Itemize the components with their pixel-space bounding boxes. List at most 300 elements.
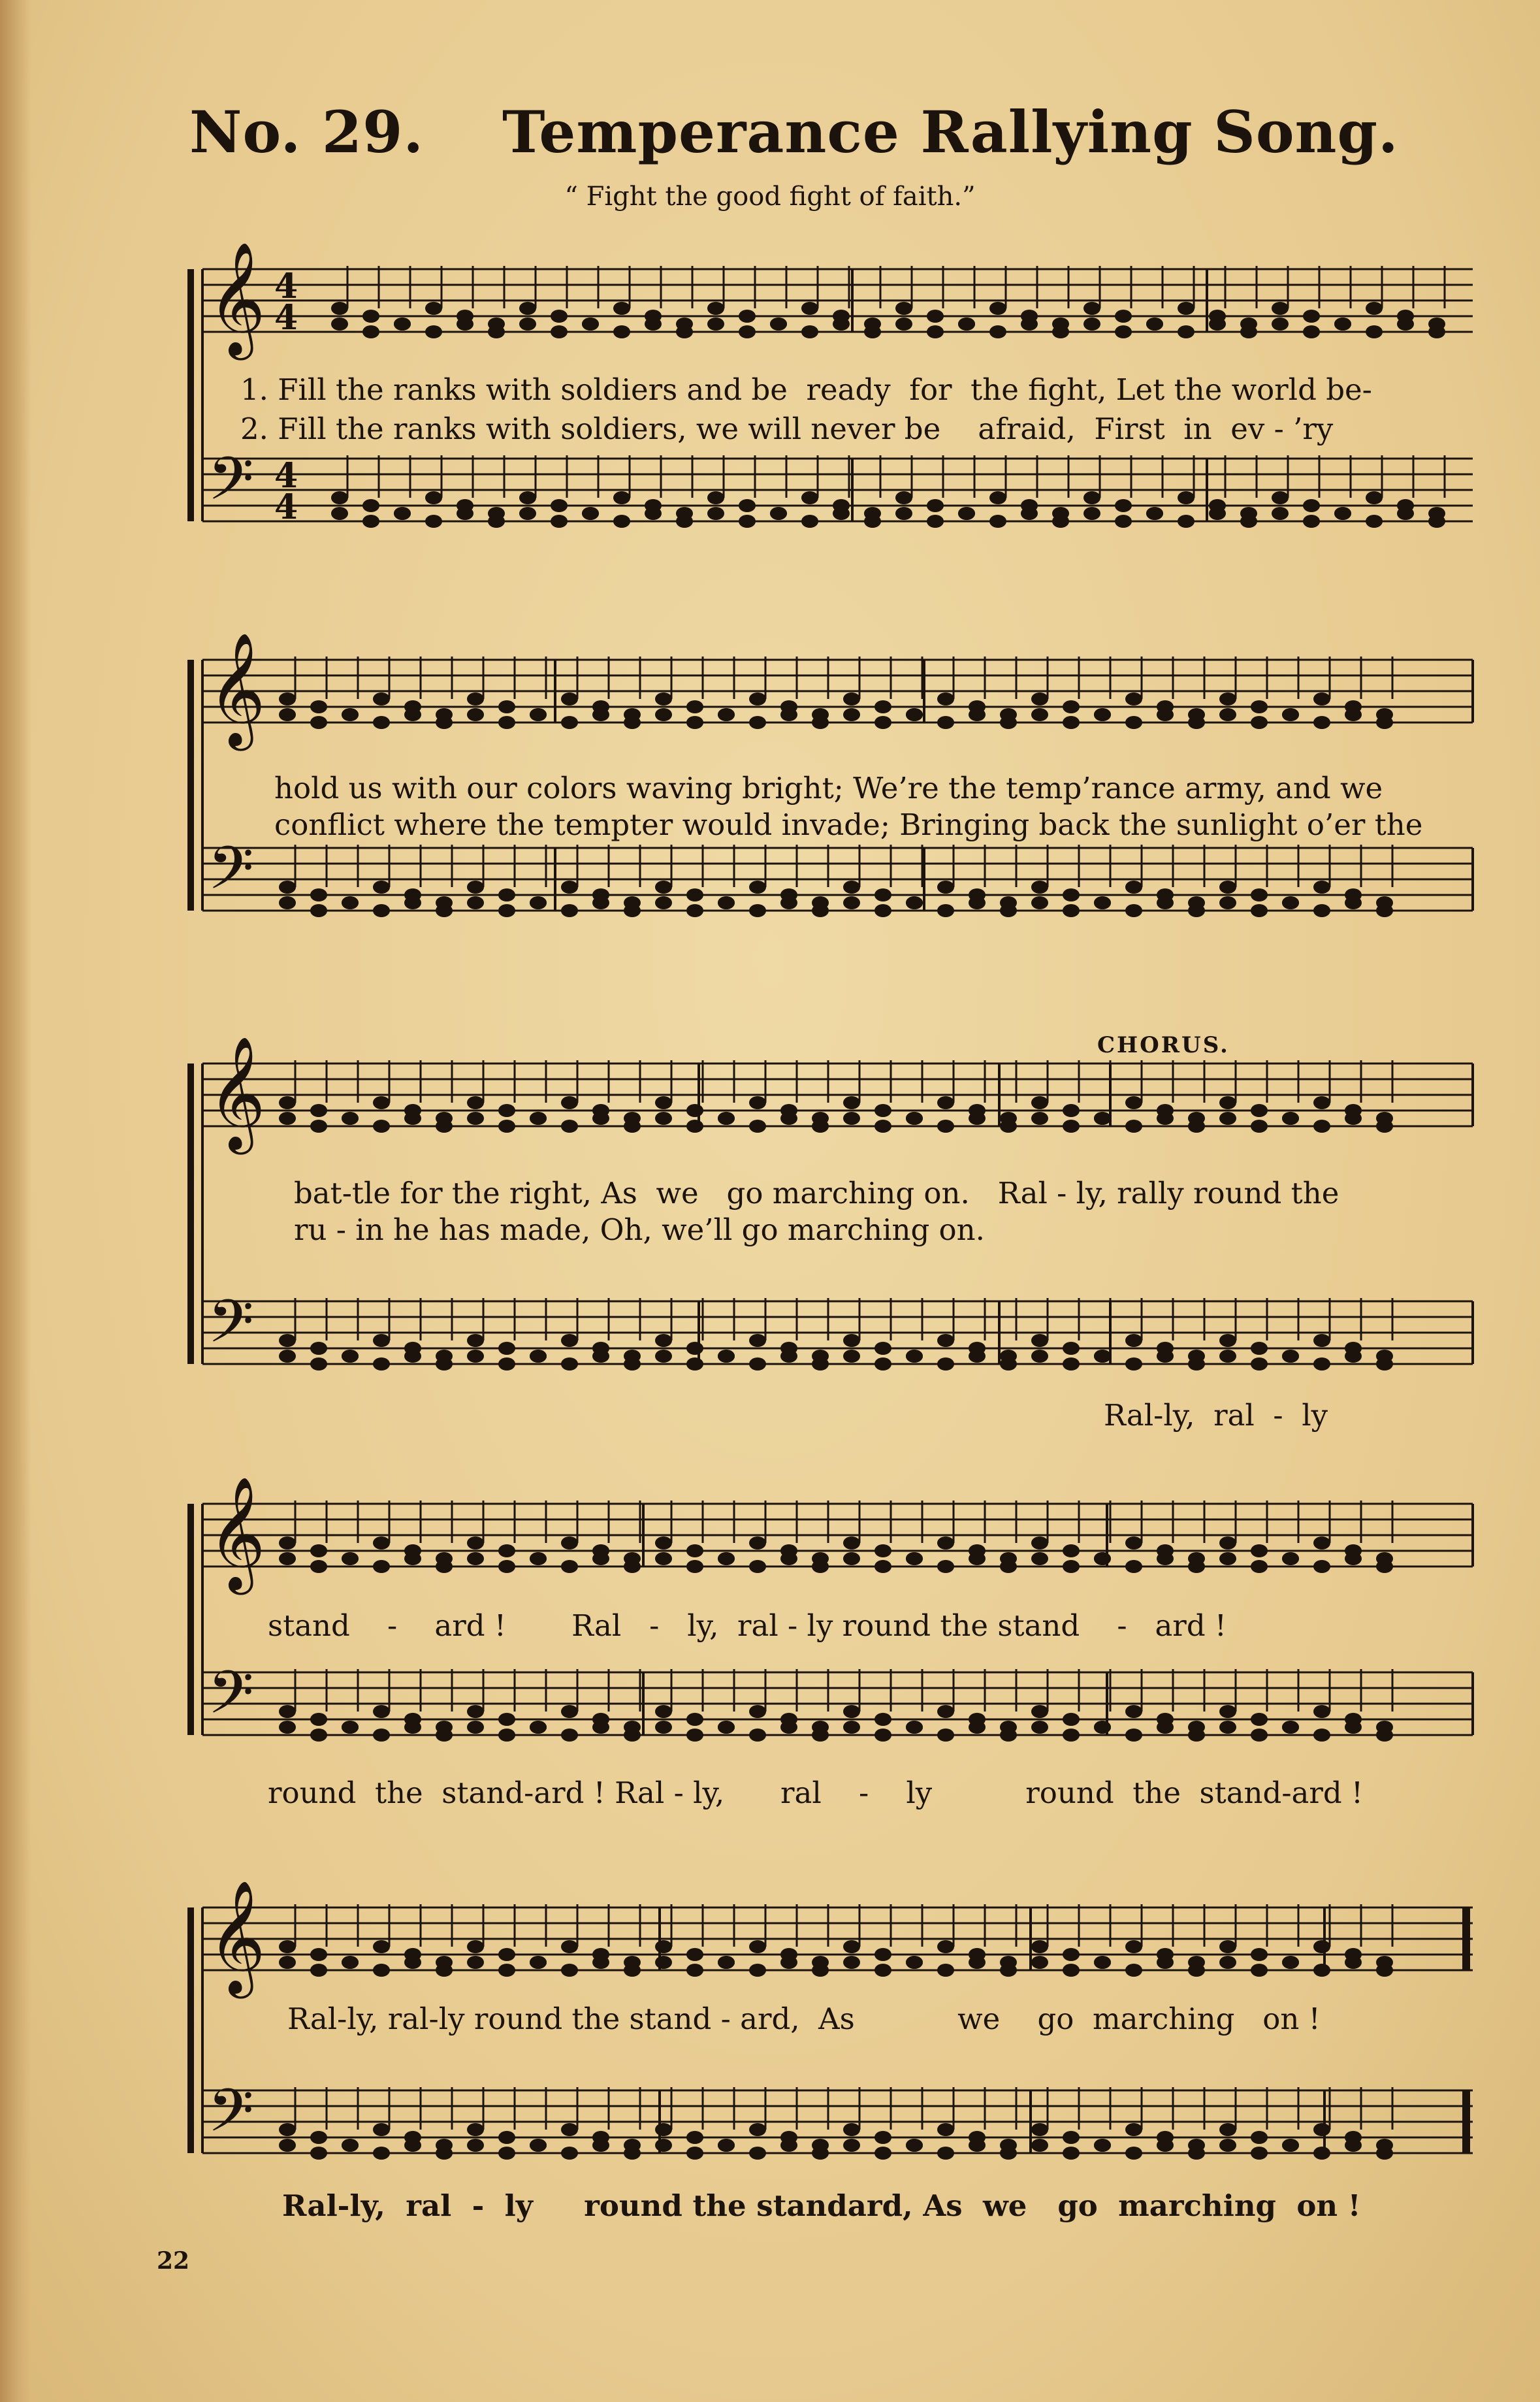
note-head bbox=[404, 1112, 421, 1125]
note-head bbox=[645, 507, 662, 520]
note-head bbox=[279, 896, 296, 909]
note-head bbox=[686, 888, 703, 901]
note-head bbox=[739, 310, 756, 323]
note-head bbox=[770, 507, 787, 520]
note-head bbox=[969, 1350, 986, 1363]
note-head bbox=[655, 708, 672, 721]
note-head bbox=[498, 1948, 515, 1961]
note-head bbox=[770, 317, 787, 331]
note-head bbox=[1125, 1536, 1142, 1550]
note-head bbox=[812, 904, 829, 917]
note-head bbox=[561, 881, 578, 894]
note-head bbox=[1345, 1552, 1362, 1565]
treble-clef-icon: 𝄞 bbox=[208, 1880, 266, 1994]
note-head bbox=[279, 1956, 296, 1969]
note-head bbox=[1063, 1560, 1080, 1573]
note-head bbox=[1157, 1112, 1174, 1125]
note-head bbox=[1313, 1560, 1330, 1573]
note-head bbox=[467, 1956, 484, 1969]
note-head bbox=[686, 1104, 703, 1117]
note-head bbox=[906, 2139, 923, 2152]
note-head bbox=[906, 1350, 923, 1363]
note-head bbox=[1188, 1728, 1205, 1742]
note-head bbox=[937, 716, 954, 729]
note-head bbox=[373, 1705, 390, 1718]
note-head bbox=[1219, 1940, 1236, 1953]
note-head bbox=[1063, 2131, 1080, 2144]
note-head bbox=[279, 881, 296, 894]
note-head bbox=[780, 1956, 797, 1969]
note-head bbox=[655, 1721, 672, 1734]
note-head bbox=[1272, 491, 1289, 504]
note-head bbox=[1219, 1721, 1236, 1734]
note-head bbox=[1428, 515, 1445, 528]
note-head bbox=[1272, 302, 1289, 315]
note-head bbox=[1219, 1112, 1236, 1125]
note-head bbox=[498, 2147, 515, 2160]
note-head bbox=[1125, 716, 1142, 729]
note-head bbox=[1188, 904, 1205, 917]
note-head bbox=[436, 1560, 453, 1573]
note-head bbox=[467, 1112, 484, 1125]
time-signature-top: 4 bbox=[274, 456, 298, 496]
note-head bbox=[624, 904, 641, 917]
note-head bbox=[927, 499, 944, 512]
note-head bbox=[373, 2147, 390, 2160]
note-head bbox=[624, 2147, 641, 2160]
note-head bbox=[1251, 1948, 1268, 1961]
note-head bbox=[780, 1112, 797, 1125]
note-head bbox=[1000, 2147, 1017, 2160]
note-head bbox=[1031, 708, 1048, 721]
note-head bbox=[1376, 1357, 1393, 1371]
note-head bbox=[1188, 1120, 1205, 1133]
note-head bbox=[1303, 325, 1320, 338]
note-head bbox=[498, 2131, 515, 2144]
note-head bbox=[749, 2147, 766, 2160]
note-head bbox=[718, 1112, 735, 1125]
note-head bbox=[707, 491, 724, 504]
note-head bbox=[1376, 2147, 1393, 2160]
note-head bbox=[707, 317, 724, 331]
lyric-verse-2: ru - in he has made, Oh, we’ll go marching on. bbox=[294, 1212, 985, 1247]
note-head bbox=[655, 1705, 672, 1718]
note-head bbox=[812, 1120, 829, 1133]
note-head bbox=[749, 716, 766, 729]
note-head bbox=[1031, 1350, 1048, 1363]
note-head bbox=[498, 1560, 515, 1573]
note-head bbox=[1188, 716, 1205, 729]
note-head bbox=[1240, 515, 1257, 528]
note-head bbox=[812, 2147, 829, 2160]
note-head bbox=[1376, 1560, 1393, 1573]
note-head bbox=[279, 1552, 296, 1565]
note-head bbox=[718, 2139, 735, 2152]
note-head bbox=[1345, 1350, 1362, 1363]
note-head bbox=[1063, 1964, 1080, 1977]
note-head bbox=[279, 2123, 296, 2136]
note-head bbox=[467, 2123, 484, 2136]
note-head bbox=[1031, 1536, 1048, 1550]
note-head bbox=[310, 888, 327, 901]
note-head bbox=[739, 515, 756, 528]
note-head bbox=[561, 1560, 578, 1573]
note-head bbox=[833, 317, 850, 331]
note-head bbox=[436, 2147, 453, 2160]
note-head bbox=[686, 1357, 703, 1371]
note-head bbox=[937, 1560, 954, 1573]
note-head bbox=[561, 1728, 578, 1742]
note-head bbox=[342, 2139, 359, 2152]
note-head bbox=[519, 302, 536, 315]
note-head bbox=[310, 1104, 327, 1117]
note-head bbox=[498, 1342, 515, 1355]
note-head bbox=[624, 1728, 641, 1742]
note-head bbox=[958, 317, 975, 331]
note-head bbox=[1303, 515, 1320, 528]
note-head bbox=[1178, 491, 1195, 504]
note-head bbox=[843, 1721, 860, 1734]
note-head bbox=[969, 2139, 986, 2152]
note-head bbox=[561, 1334, 578, 1347]
note-head bbox=[655, 1940, 672, 1953]
note-head bbox=[373, 1560, 390, 1573]
note-head bbox=[1000, 1357, 1017, 1371]
note-head bbox=[1188, 1964, 1205, 1977]
note-head bbox=[1313, 2123, 1330, 2136]
note-head bbox=[373, 716, 390, 729]
note-head bbox=[1094, 2139, 1111, 2152]
note-head bbox=[1219, 896, 1236, 909]
note-head bbox=[707, 507, 724, 520]
note-head bbox=[530, 896, 547, 909]
note-head bbox=[342, 708, 359, 721]
note-head bbox=[874, 1713, 891, 1726]
note-head bbox=[1219, 1705, 1236, 1718]
note-head bbox=[927, 325, 944, 338]
note-head bbox=[1313, 881, 1330, 894]
note-head bbox=[969, 1721, 986, 1734]
note-head bbox=[780, 1552, 797, 1565]
note-head bbox=[1178, 325, 1195, 338]
note-head bbox=[1083, 507, 1100, 520]
note-head bbox=[1272, 317, 1289, 331]
note-head bbox=[331, 302, 348, 315]
note-head bbox=[1031, 1956, 1048, 1969]
note-head bbox=[655, 1552, 672, 1565]
note-head bbox=[530, 1956, 547, 1969]
note-head bbox=[1219, 692, 1236, 706]
note-head bbox=[937, 1964, 954, 1977]
page-number: 22 bbox=[157, 2247, 190, 2275]
note-head bbox=[467, 1536, 484, 1550]
note-head bbox=[895, 507, 912, 520]
note-head bbox=[1031, 692, 1048, 706]
note-head bbox=[310, 716, 327, 729]
note-head bbox=[394, 507, 411, 520]
treble-clef-icon: 𝄞 bbox=[208, 242, 266, 355]
note-head bbox=[467, 881, 484, 894]
note-head bbox=[1313, 1705, 1330, 1718]
note-head bbox=[530, 1112, 547, 1125]
note-head bbox=[498, 1728, 515, 1742]
note-head bbox=[1031, 1112, 1048, 1125]
note-head bbox=[467, 1096, 484, 1109]
note-head bbox=[718, 1956, 735, 1969]
note-head bbox=[1251, 1544, 1268, 1557]
note-head bbox=[1094, 1552, 1111, 1565]
note-head bbox=[1031, 896, 1048, 909]
note-head bbox=[1366, 491, 1383, 504]
note-head bbox=[592, 1721, 609, 1734]
note-head bbox=[1094, 1112, 1111, 1125]
note-head bbox=[592, 1350, 609, 1363]
note-head bbox=[362, 310, 379, 323]
note-head bbox=[1272, 507, 1289, 520]
note-head bbox=[1219, 708, 1236, 721]
note-head bbox=[969, 1112, 986, 1125]
note-head bbox=[425, 491, 442, 504]
note-head bbox=[749, 1120, 766, 1133]
note-head bbox=[1313, 716, 1330, 729]
note-head bbox=[1125, 1120, 1142, 1133]
note-head bbox=[1376, 1728, 1393, 1742]
note-head bbox=[1146, 317, 1163, 331]
note-head bbox=[1345, 708, 1362, 721]
note-head bbox=[1000, 1120, 1017, 1133]
note-head bbox=[780, 2139, 797, 2152]
note-head bbox=[404, 1350, 421, 1363]
note-head bbox=[592, 1956, 609, 1969]
time-signature-top: 4 bbox=[274, 267, 298, 306]
note-head bbox=[686, 1342, 703, 1355]
note-head bbox=[1063, 1342, 1080, 1355]
note-head bbox=[1146, 507, 1163, 520]
note-head bbox=[582, 317, 599, 331]
note-head bbox=[561, 1357, 578, 1371]
note-head bbox=[1031, 1721, 1048, 1734]
note-head bbox=[1397, 317, 1414, 331]
note-head bbox=[1251, 888, 1268, 901]
note-head bbox=[874, 1560, 891, 1573]
note-head bbox=[655, 1350, 672, 1363]
note-head bbox=[676, 515, 693, 528]
note-head bbox=[780, 708, 797, 721]
note-head bbox=[498, 1120, 515, 1133]
note-head bbox=[1345, 1956, 1362, 1969]
note-head bbox=[498, 700, 515, 713]
note-head bbox=[561, 2147, 578, 2160]
note-head bbox=[686, 1713, 703, 1726]
note-head bbox=[906, 1552, 923, 1565]
note-head bbox=[874, 1964, 891, 1977]
note-head bbox=[310, 700, 327, 713]
note-head bbox=[958, 507, 975, 520]
note-head bbox=[1251, 1964, 1268, 1977]
note-head bbox=[467, 1334, 484, 1347]
note-head bbox=[530, 1350, 547, 1363]
note-head bbox=[1188, 1357, 1205, 1371]
note-head bbox=[310, 2147, 327, 2160]
note-head bbox=[342, 1721, 359, 1734]
lyric-verse-2: conflict where the tempter would invade; Bringing back the sunlight o’er the bbox=[274, 807, 1423, 842]
note-head bbox=[373, 692, 390, 706]
note-head bbox=[310, 1342, 327, 1355]
note-head bbox=[1282, 2139, 1299, 2152]
note-head bbox=[624, 1120, 641, 1133]
note-head bbox=[436, 716, 453, 729]
note-head bbox=[592, 708, 609, 721]
note-head bbox=[843, 1334, 860, 1347]
note-head bbox=[1188, 2147, 1205, 2160]
note-head bbox=[874, 2131, 891, 2144]
note-head bbox=[895, 317, 912, 331]
note-head bbox=[874, 700, 891, 713]
note-head bbox=[467, 1940, 484, 1953]
note-head bbox=[436, 1728, 453, 1742]
note-head bbox=[1251, 1560, 1268, 1573]
note-head bbox=[1219, 1552, 1236, 1565]
note-head bbox=[467, 708, 484, 721]
treble-clef-icon: 𝄞 bbox=[208, 632, 266, 746]
note-head bbox=[1125, 881, 1142, 894]
note-head bbox=[1282, 708, 1299, 721]
song-number: No. 29. bbox=[189, 98, 424, 166]
note-head bbox=[1125, 2123, 1142, 2136]
note-head bbox=[1157, 1552, 1174, 1565]
note-head bbox=[749, 2123, 766, 2136]
note-head bbox=[310, 1357, 327, 1371]
note-head bbox=[1157, 708, 1174, 721]
note-head bbox=[1240, 325, 1257, 338]
note-head bbox=[812, 1728, 829, 1742]
note-head bbox=[686, 1544, 703, 1557]
time-signature-bottom: 4 bbox=[274, 487, 298, 527]
note-head bbox=[1125, 2147, 1142, 2160]
lyric-treble-chorus: stand - ard ! Ral - ly, ral - ly round the stand - ard ! bbox=[268, 1608, 1227, 1643]
note-head bbox=[989, 515, 1006, 528]
note-head bbox=[937, 1357, 954, 1371]
note-head bbox=[1303, 499, 1320, 512]
note-head bbox=[530, 1552, 547, 1565]
note-head bbox=[1376, 1964, 1393, 1977]
note-head bbox=[436, 904, 453, 917]
note-head bbox=[1251, 2131, 1268, 2144]
note-head bbox=[551, 325, 568, 338]
note-head bbox=[686, 1560, 703, 1573]
bass-clef-icon: 𝄢 bbox=[208, 1658, 254, 1742]
note-head bbox=[1063, 1357, 1080, 1371]
note-head bbox=[655, 1334, 672, 1347]
note-head bbox=[310, 1713, 327, 1726]
note-head bbox=[279, 1096, 296, 1109]
note-head bbox=[937, 2147, 954, 2160]
note-head bbox=[749, 1536, 766, 1550]
note-head bbox=[1313, 1334, 1330, 1347]
note-head bbox=[843, 896, 860, 909]
note-head bbox=[1334, 507, 1351, 520]
note-head bbox=[519, 491, 536, 504]
note-head bbox=[969, 1552, 986, 1565]
note-head bbox=[874, 1357, 891, 1371]
note-head bbox=[1303, 310, 1320, 323]
note-head bbox=[686, 700, 703, 713]
note-head bbox=[561, 1096, 578, 1109]
note-head bbox=[624, 1560, 641, 1573]
note-head bbox=[373, 1357, 390, 1371]
lyric-verse-1: bat-tle for the right, As we go marching on. Ral - ly, rally round the bbox=[294, 1176, 1339, 1210]
note-head bbox=[279, 692, 296, 706]
note-head bbox=[1125, 1728, 1142, 1742]
note-head bbox=[1251, 1104, 1268, 1117]
note-head bbox=[906, 1721, 923, 1734]
note-head bbox=[780, 1721, 797, 1734]
note-head bbox=[874, 1948, 891, 1961]
note-head bbox=[561, 1705, 578, 1718]
note-head bbox=[310, 1728, 327, 1742]
bass-clef-icon: 𝄢 bbox=[208, 1287, 254, 1371]
lyric-verse-1: hold us with our colors waving bright; We’re the temp’rance army, and we bbox=[274, 771, 1383, 805]
note-head bbox=[655, 1956, 672, 1969]
note-head bbox=[1376, 716, 1393, 729]
note-head bbox=[1094, 896, 1111, 909]
note-head bbox=[1282, 1956, 1299, 1969]
note-head bbox=[1397, 507, 1414, 520]
note-head bbox=[1313, 1728, 1330, 1742]
note-head bbox=[1313, 1357, 1330, 1371]
note-head bbox=[425, 302, 442, 315]
note-head bbox=[1031, 1334, 1048, 1347]
note-head bbox=[592, 2139, 609, 2152]
note-head bbox=[436, 1964, 453, 1977]
note-head bbox=[874, 1544, 891, 1557]
note-head bbox=[1063, 904, 1080, 917]
note-head bbox=[561, 692, 578, 706]
note-head bbox=[937, 1334, 954, 1347]
note-head bbox=[425, 325, 442, 338]
note-head bbox=[1063, 1948, 1080, 1961]
note-head bbox=[937, 1536, 954, 1550]
note-head bbox=[498, 1964, 515, 1977]
note-head bbox=[843, 1956, 860, 1969]
note-head bbox=[1219, 881, 1236, 894]
note-head bbox=[801, 491, 818, 504]
note-head bbox=[801, 302, 818, 315]
note-head bbox=[342, 1956, 359, 1969]
note-head bbox=[655, 2139, 672, 2152]
note-head bbox=[1428, 325, 1445, 338]
note-head bbox=[1334, 317, 1351, 331]
note-head bbox=[1251, 904, 1268, 917]
note-head bbox=[613, 515, 630, 528]
note-head bbox=[1094, 1721, 1111, 1734]
note-head bbox=[342, 896, 359, 909]
note-head bbox=[404, 1956, 421, 1969]
note-head bbox=[843, 2139, 860, 2152]
note-head bbox=[1282, 1552, 1299, 1565]
note-head bbox=[362, 515, 379, 528]
note-head bbox=[749, 1334, 766, 1347]
note-head bbox=[404, 1721, 421, 1734]
song-epigraph: “ Fight the good fight of faith.” bbox=[564, 182, 976, 212]
note-head bbox=[373, 1536, 390, 1550]
note-head bbox=[1125, 1560, 1142, 1573]
note-head bbox=[373, 1120, 390, 1133]
note-head bbox=[310, 2131, 327, 2144]
note-head bbox=[592, 896, 609, 909]
note-head bbox=[467, 1552, 484, 1565]
note-head bbox=[1219, 2123, 1236, 2136]
